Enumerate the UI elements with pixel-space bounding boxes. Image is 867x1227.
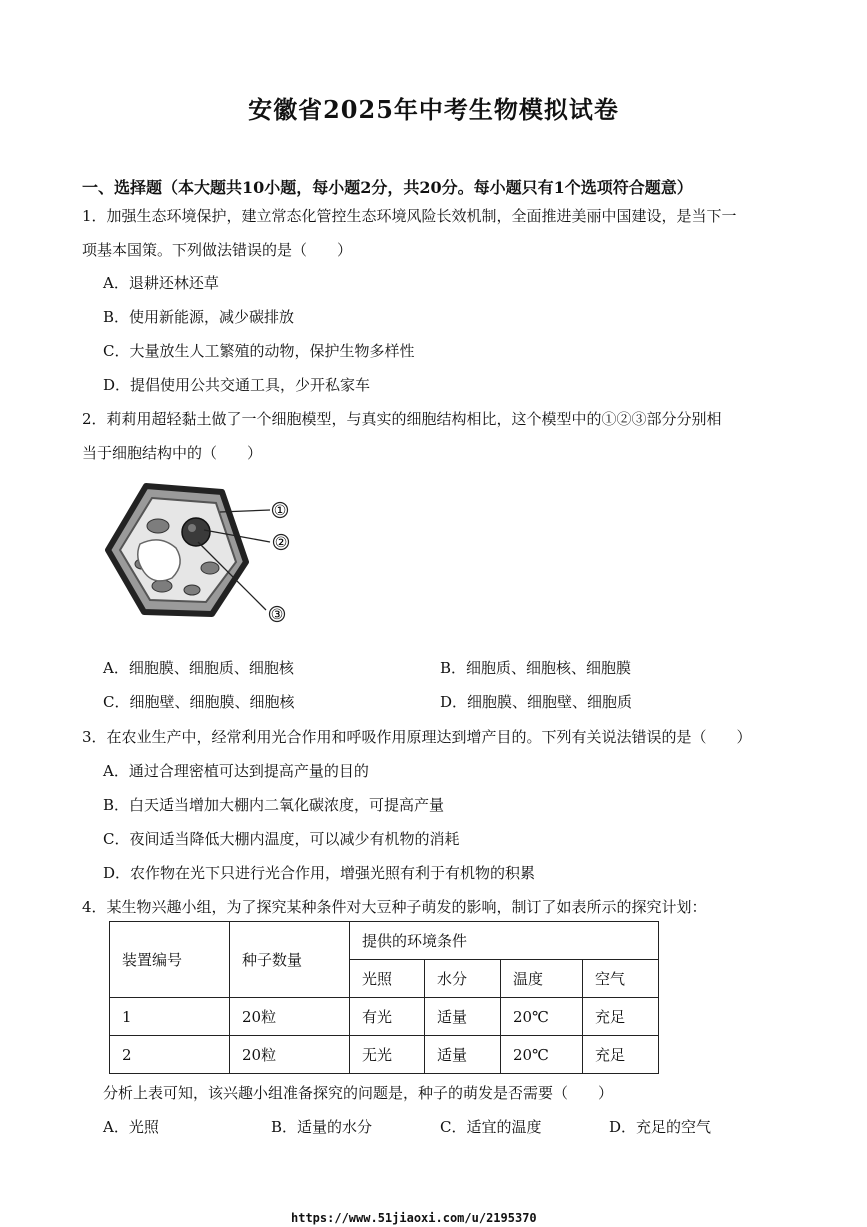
page-title: 安徽省2025年中考生物模拟试卷 — [248, 95, 619, 124]
table-cell: 充足 — [583, 998, 659, 1036]
table-header-device: 装置编号 — [110, 922, 230, 998]
table-header-env: 提供的环境条件 — [350, 922, 659, 960]
table-cell: 2 — [110, 1036, 230, 1074]
q2-option-b: B．细胞质、细胞核、细胞膜 — [440, 659, 632, 677]
table-header-temp: 温度 — [501, 960, 583, 998]
section-header: 一、选择题（本大题共10小题，每小题2分，共20分。每小题只有1个选项符合题意） — [82, 178, 693, 197]
q2-stem-line1: 2．莉莉用超轻黏土做了一个细胞模型，与真实的细胞结构相比，这个模型中的①②③部分分别相 — [82, 410, 722, 428]
q4-question: 分析上表可知，该兴趣小组准备探究的问题是，种子的萌发是否需要（ ） — [103, 1084, 614, 1102]
q4-stem: 4．某生物兴趣小组，为了探究某种条件对大豆种子萌发的影响，制订了如表所示的探究计划： — [82, 898, 707, 916]
q3-option-d: D．农作物在光下只进行光合作用，增强光照有利于有机物的积累 — [103, 864, 536, 882]
table-cell: 有光 — [350, 998, 425, 1036]
table-header-seeds: 种子数量 — [230, 922, 350, 998]
q3-stem: 3．在农业生产中，经常利用光合作用和呼吸作用原理达到增产目的。下列有关说法错误的是（ ） — [82, 728, 752, 746]
experiment-table — [109, 921, 659, 1074]
table-header-light: 光照 — [350, 960, 425, 998]
q2-option-c: C．细胞壁、细胞膜、细胞核 — [103, 693, 295, 711]
q1-option-a: A．退耕还林还草 — [103, 274, 219, 292]
table-cell: 1 — [110, 998, 230, 1036]
figure-label-3: ③ — [270, 607, 284, 623]
table-cell: 无光 — [350, 1036, 425, 1074]
q4-option-b: B．适量的水分 — [271, 1118, 373, 1136]
q3-option-b: B．白天适当增加大棚内二氧化碳浓度，可提高产量 — [103, 796, 445, 814]
q1-option-d: D．提倡使用公共交通工具，少开私家车 — [103, 376, 371, 394]
q3-option-c: C．夜间适当降低大棚内温度，可以减少有机物的消耗 — [103, 830, 460, 848]
table-cell: 适量 — [425, 998, 501, 1036]
table-header-water: 水分 — [425, 960, 501, 998]
q4-option-c: C．适宜的温度 — [440, 1118, 542, 1136]
table-cell: 20℃ — [501, 1036, 583, 1074]
q2-stem-line2: 当于细胞结构中的（ ） — [82, 444, 263, 462]
table-cell: 20粒 — [230, 1036, 350, 1074]
table-cell: 适量 — [425, 1036, 501, 1074]
q3-option-a: A．通过合理密植可达到提高产量的目的 — [103, 762, 369, 780]
q4-option-d: D．充足的空气 — [609, 1118, 712, 1136]
table-row — [110, 1036, 659, 1074]
table-cell: 充足 — [583, 1036, 659, 1074]
table-row — [110, 998, 659, 1036]
q1-stem-line1: 1．加强生态环境保护，建立常态化管控生态环境风险长效机制，全面推进美丽中国建设，是当下一 — [82, 207, 737, 225]
table-header-air: 空气 — [583, 960, 659, 998]
q1-stem-line2: 项基本国策。下列做法错误的是（ ） — [82, 241, 353, 259]
figure-label-2: ② — [274, 535, 288, 551]
table-cell: 20粒 — [230, 998, 350, 1036]
q1-option-b: B．使用新能源，减少碳排放 — [103, 308, 295, 326]
cell-model-figure — [100, 478, 300, 628]
q1-option-c: C．大量放生人工繁殖的动物，保护生物多样性 — [103, 342, 415, 360]
table-cell: 20℃ — [501, 998, 583, 1036]
q4-option-a: A．光照 — [103, 1118, 159, 1136]
footer-url: https://www.51jiaoxi.com/u/2195370 — [291, 1211, 537, 1225]
q2-option-a: A．细胞膜、细胞质、细胞核 — [103, 659, 294, 677]
q2-option-d: D．细胞膜、细胞壁、细胞质 — [440, 693, 633, 711]
figure-label-1: ① — [273, 503, 287, 519]
